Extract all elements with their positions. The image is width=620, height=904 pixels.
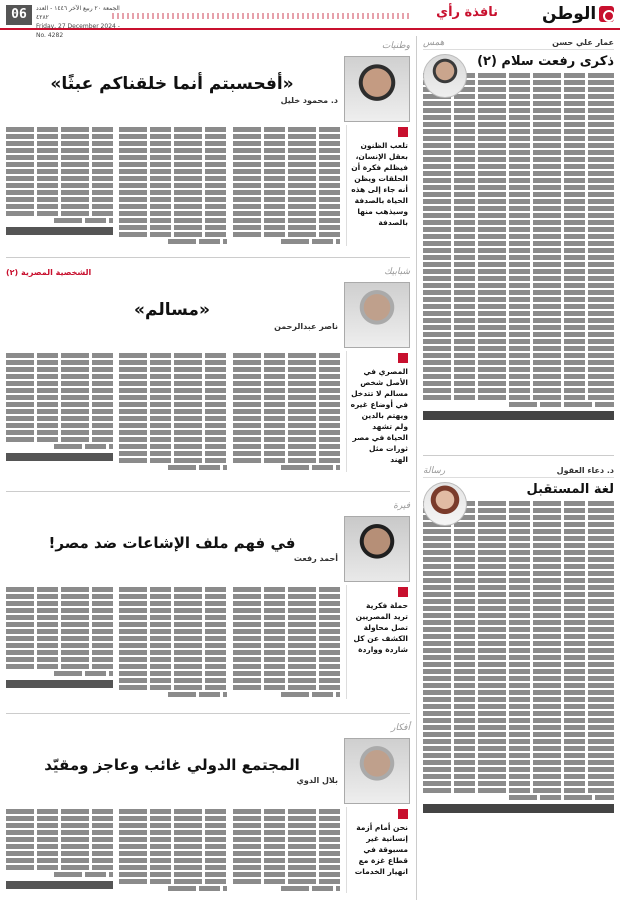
article-3-body [6, 585, 410, 699]
article-4-tag: أفكار [391, 723, 410, 733]
email-bar [6, 453, 113, 461]
article-3-pull-quote [346, 585, 410, 699]
email-bar [6, 881, 113, 889]
article-2-tag: شبابيك [384, 267, 410, 277]
article-4-topbar [6, 718, 410, 738]
column-top-header [423, 36, 614, 50]
article-3 [6, 496, 410, 714]
article-2-headline[interactable]: «مسالم» [134, 299, 210, 320]
main-articles [6, 36, 410, 900]
article-3-byline: أحمد رفعت [293, 553, 338, 563]
article-3-topbar [6, 496, 410, 516]
section-title: نافذة رأي [436, 5, 498, 20]
article-1-pull-quote-text: تلعب الظنون بعقل الإنسان، فيظلم فكرة أن الحلقات ويظن أنه جاء إلى هذه الحياة بالصدفة وسيذهب منها بالصدفة [351, 141, 408, 227]
article-3-pull-quote-text: حملة فكرية تريد المصريين تصل محاولة الكشف عن كل شاردة وواردة [353, 601, 408, 654]
quote-icon [398, 587, 408, 597]
article-2-pull-quote [346, 351, 410, 472]
article-1-topbar [6, 36, 410, 56]
article-4 [6, 718, 410, 900]
column-top-headline[interactable]: ذكرى رفعت سلام (٢) [477, 54, 614, 69]
quote-icon [398, 809, 408, 819]
article-3-tag: فيرة [393, 501, 410, 511]
column-bottom-writer: د. دعاء العقول [556, 466, 614, 475]
article-1-writer-photo [344, 56, 410, 122]
article-4-body [6, 807, 410, 893]
page-number: 06 [6, 5, 32, 25]
column-top [423, 36, 614, 456]
article-2-topbar [6, 262, 410, 282]
column-top-label: همس [423, 37, 445, 48]
article-2-writer-photo [344, 282, 410, 348]
email-bar [6, 680, 113, 688]
article-4-byline: بلال الدوي [296, 775, 338, 785]
quote-icon [398, 127, 408, 137]
date-line-arabic: الجمعة ٢٠ ربيع الآخر ١٤٤٦ - العدد ٤٢٨٢ [36, 5, 120, 21]
newspaper-logo[interactable] [542, 2, 614, 26]
email-bar [423, 804, 614, 813]
writer-photo [423, 482, 467, 526]
email-bar [423, 411, 614, 420]
column-bottom-headline[interactable]: لغة المستقبل [526, 482, 614, 497]
column-bottom [423, 456, 614, 813]
section-divider [112, 13, 410, 19]
writer-photo [423, 54, 467, 98]
article-1-byline: د. محمود خليل [280, 95, 338, 105]
article-1-tag: وطنيات [381, 41, 410, 51]
column-bottom-header [423, 464, 614, 478]
article-4-writer-photo [344, 738, 410, 804]
logo-text: الوطن [542, 4, 597, 24]
masthead [0, 0, 620, 39]
date-line-english: Friday, 27 December 2024 - No. 4282 [36, 23, 120, 39]
column-top-writer: عمار علي حسن [552, 38, 614, 47]
column-bottom-label: رسالة [423, 465, 446, 476]
article-1 [6, 36, 410, 258]
article-1-body [6, 125, 410, 246]
article-2-byline: ناصر عبدالرحمن [274, 321, 338, 331]
logo-icon [599, 6, 614, 22]
date-line [36, 4, 126, 40]
column-bottom-body [423, 501, 614, 800]
article-2-kicker: الشخصية المصرية (٢) [6, 267, 92, 277]
article-2-body [6, 351, 410, 472]
article-3-headline[interactable]: في فهم ملف الإشاعات ضد مصر! [48, 533, 296, 552]
article-1-headline[interactable]: «أفحسبتم أنما خلقناكم عبثًا» [50, 73, 294, 94]
article-4-pull-quote-text: نحن أمام أزمة إنسانية غير مسبوقة في قطاع غزة مع انهيار الخدمات [354, 823, 408, 876]
article-4-pull-quote [346, 807, 410, 893]
article-2 [6, 262, 410, 492]
article-2-pull-quote-text: المصري في الأصل شخص مسالم لا تتدخل في أوضاع غيره ويهتم بالدين ولم تشهد الحياة في مصر ثورات مثل الهند [350, 367, 408, 464]
column-top-body [423, 73, 614, 407]
email-bar [6, 227, 113, 235]
quote-icon [398, 353, 408, 363]
article-3-writer-photo [344, 516, 410, 582]
right-column [416, 36, 614, 900]
article-4-headline[interactable]: المجتمع الدولي غائب وعاجز ومقيّد [44, 755, 300, 774]
article-1-pull-quote [346, 125, 410, 246]
